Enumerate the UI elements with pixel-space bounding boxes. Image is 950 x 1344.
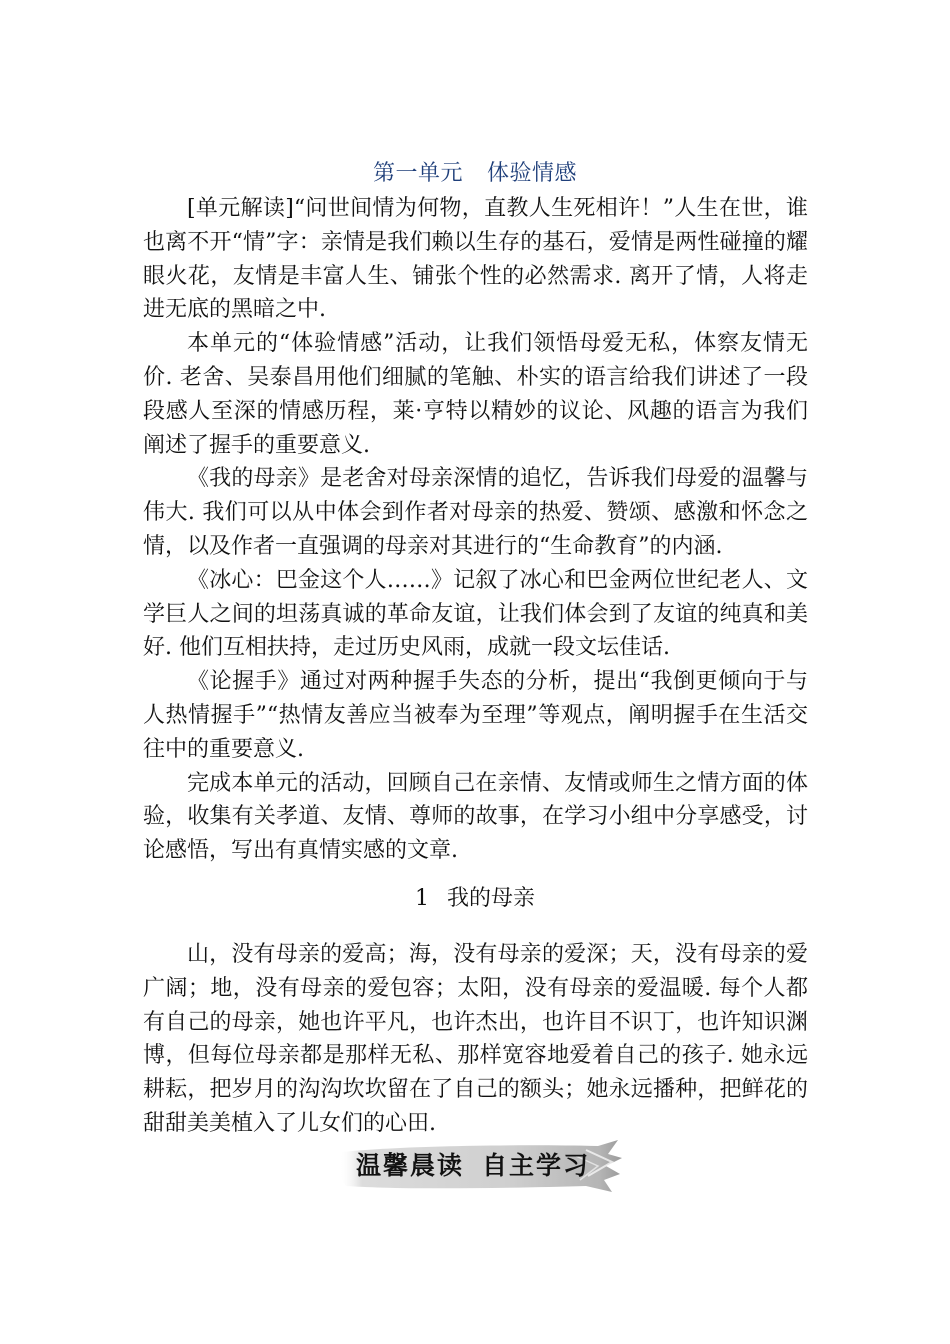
section-banner	[336, 1136, 626, 1196]
banner-left-label: 温馨晨读	[356, 1151, 465, 1180]
preface-paragraph: 山，没有母亲的爱高；海，没有母亲的爱深；天，没有母亲的爱广阔；地，没有母亲的爱包容；太阳，没有母亲的爱温暖. 每个人都有自己的母亲，她也许平凡，也许杰出，也许目不识丁，也许知识渊博，但每位母亲都是那样无私、那样宽容地爱着自己的孩子. 她永远耕耘，把岁月的沟沟坎坎留在了自己的额头；她永远播种，把鲜花的甜甜美美植入了儿女们的心田.	[143, 942, 808, 1136]
intro-paragraph: [单元解读]“问世间情为何物，直教人生死相许！”人生在世，谁也离不开“情”字：亲情是我们赖以生存的基石，爱情是两性碰撞的耀眼火花，友情是丰富人生、铺张个性的必然需求. 离开了情，人将走进无底的黑暗之中.	[143, 196, 808, 323]
intro-paragraph: 《冰心：巴金这个人……》记叙了冰心和巴金两位世纪老人、文学巨人之间的坦荡真诚的革命友谊，让我们体会到了友谊的纯真和美好. 他们互相扶持，走过历史风雨，成就一段文坛佳话.	[143, 567, 808, 661]
lesson-name: 我的母亲	[446, 886, 535, 911]
lesson-title	[0, 883, 950, 915]
banner-right-label: 自主学习	[482, 1151, 591, 1180]
unit-theme: 体验情感	[487, 161, 578, 186]
intro-paragraph: 完成本单元的活动，回顾自己在亲情、友情或师生之情方面的体验，收集有关孝道、友情、尊师的故事，在学习小组中分享感受，讨论感悟，写出有真情实感的文章.	[143, 770, 808, 864]
lesson-number: 1	[414, 886, 429, 911]
banner-text	[356, 1149, 616, 1183]
intro-paragraph: 《论握手》通过对两种握手失态的分析，提出“我倒更倾向于与人热情握手”“热情友善应当被奉为至理”等观点，阐明握手在生活交往中的重要意义.	[143, 669, 808, 762]
intro-paragraph: 《我的母亲》是老舍对母亲深情的追忆，告诉我们母爱的温馨与伟大. 我们可以从中体会到作者对母亲的热爱、赞颂、感激和怀念之情，以及作者一直强调的母亲对其进行的“生命教育”的内涵.	[143, 466, 808, 559]
unit-introduction	[143, 192, 808, 868]
lesson-preface	[143, 938, 808, 1141]
unit-number: 第一单元	[372, 161, 463, 186]
unit-title	[0, 158, 950, 190]
intro-paragraph: 本单元的“体验情感”活动，让我们领悟母爱无私，体察友情无价. 老舍、吴泰昌用他们细腻的笔触、朴实的语言给我们讲述了一段段感人至深的情感历程，莱·亨特以精妙的议论、风趣的语言为我们阐述了握手的重要意义.	[143, 331, 808, 458]
